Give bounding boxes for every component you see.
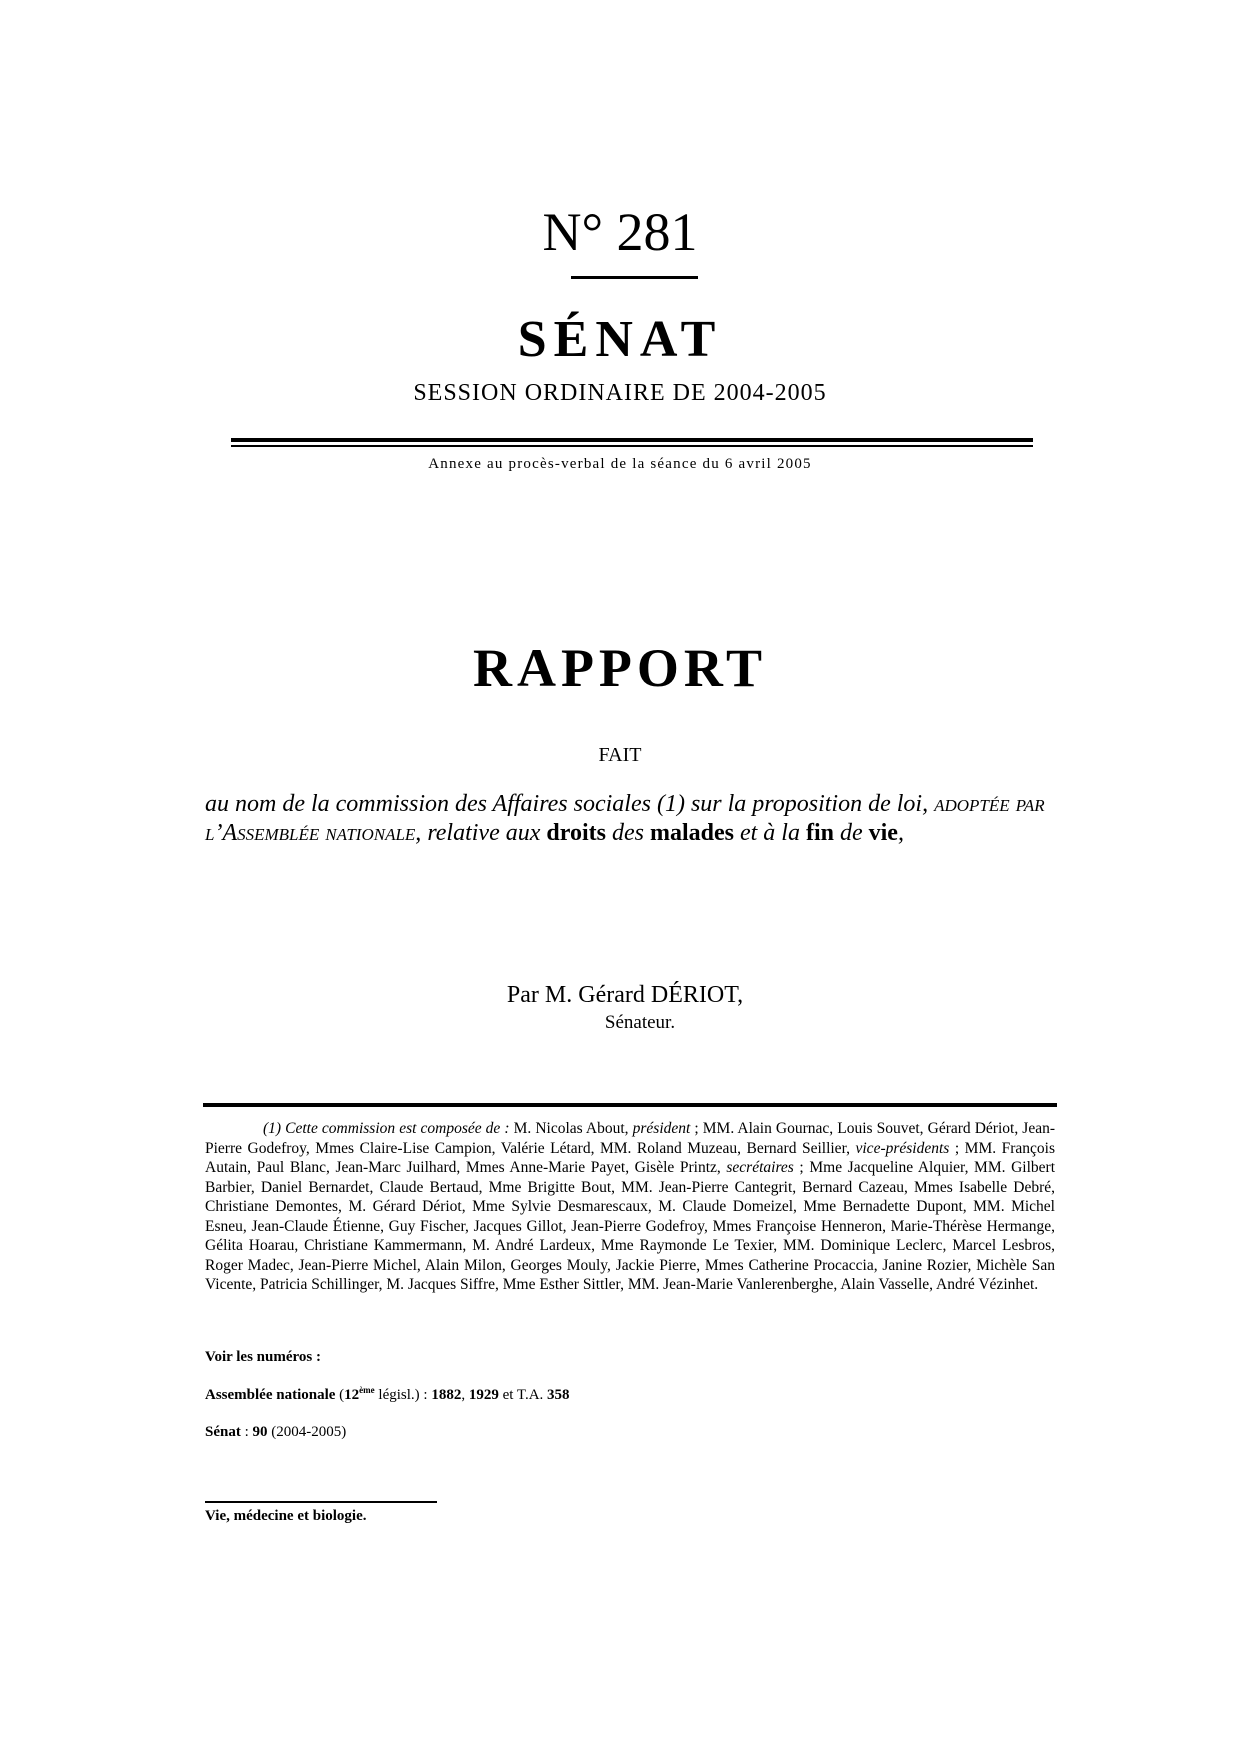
fait-label: FAIT [598,744,642,766]
author-name: Par M. Gérard DÉRIOT, [506,982,744,1008]
report-subject [205,790,1055,848]
composition-text: ; MM. François Autain, Paul Blanc, Jean-Marc Juilhard, Mmes Anne-Marie Payet, Gisèle Printz, [205,1139,1055,1176]
annexe-line: Annexe au procès-verbal de la séance du 6 avril 2005 [428,456,812,472]
ref-number: 358 [547,1387,570,1403]
composition-role: président [632,1120,691,1137]
report-number: N° 281 [542,202,698,262]
composition-text: ; MM. Alain Gournac, Louis Souvet, Gérard Dériot, Jean-Pierre Godefroy, Mmes Claire-Lise Campion, Valérie Létard, MM. Roland Muzeau, Bernard Seillier, [205,1120,1055,1157]
composition-rule [203,1103,1057,1107]
composition-text: M. Nicolas About, [509,1120,633,1137]
session-label: SESSION ORDINAIRE DE 2004-2005 [413,380,827,406]
composition-role: secrétaires [726,1159,794,1176]
commission-composition [205,1119,1055,1295]
ref-text: ( [335,1387,345,1403]
composition-text: ; Mme Jacqueline Alquier, MM. Gilbert Barbier, Daniel Bernardet, Claude Bertaud, Mme Brigitte Bout, MM. Jean-Pierre Cantegrit, Bernard Cazeau, Mmes Isabelle Debré, Christiane Demontes, M. Gérard Dériot, Mme Sylvie Desmarescaux, M. Claude Domeizel, Mme Bernadette Dupont, MM. Michel Esneu, Jean-Claude Étienne, Guy Fischer, Jacques Gillot, Jean-Pierre Godefroy, Mmes Françoise Henneron, Marie-Thérèse Hermange, Gélita Hoarau, Christiane Kammermann, M. André Lardeux, Mme Raymonde Le Texier, MM. Dominique Leclerc, Marcel Lesbros, Roger Madec, Jean-Pierre Michel, Alain Milon, Georges Mouly, Jackie Pierre, Mmes Catherine Procaccia, Janine Rozier, Michèle San Vicente, Patricia Schillinger, M. Jacques Siffre, Mme Esther Sittler, MM. Jean-Marie Vanlerenberghe, Alain Vasselle, André Vézinhet. [205,1159,1056,1293]
theme-rule [205,1501,437,1503]
ref-text: , [461,1387,469,1403]
senat-references [205,1422,346,1442]
theme-label: Vie, médecine et biologie. [205,1508,367,1524]
subject-text: des [605,820,650,846]
senat-label: Sénat [205,1424,241,1440]
composition-intro: (1) Cette commission est composée de : [263,1120,510,1137]
header-double-rule [231,438,1033,447]
document-title: RAPPORT [472,638,768,698]
composition-role: vice-présidents [855,1139,950,1157]
subject-text: , [897,820,904,846]
ref-text: et T.A. [498,1387,548,1403]
ref-text: : [240,1424,253,1440]
subject-keyword: vie [868,820,898,846]
ref-text: législ.) : [374,1387,432,1403]
ref-number: 1882 [431,1387,462,1403]
number-underline [571,276,698,279]
subject-text: relative aux [421,820,547,846]
subject-text: au nom de la commission des Affaires sociales (1) sur la proposition de loi, [205,791,935,817]
subject-keyword: malades [649,820,734,846]
author-role: Sénateur. [604,1012,676,1033]
subject-keyword: droits [546,820,606,846]
legislature-suffix: ème [359,1385,375,1395]
assemblee-references [205,1385,570,1405]
ref-text: (2004-2005) [267,1424,347,1440]
chamber-title: SÉNAT [517,311,723,368]
references-heading: Voir les numéros : [205,1349,321,1365]
subject-text: de [833,820,869,846]
subject-adoptee: adoptée par l’Assemblée nationale, [205,791,1045,846]
legislature-number: 12 [344,1387,360,1403]
ref-number: 90 [252,1424,268,1440]
subject-keyword: fin [805,820,834,846]
ref-number: 1929 [468,1387,499,1403]
assemblee-label: Assemblée nationale [205,1387,336,1403]
subject-text: et à la [733,820,806,846]
